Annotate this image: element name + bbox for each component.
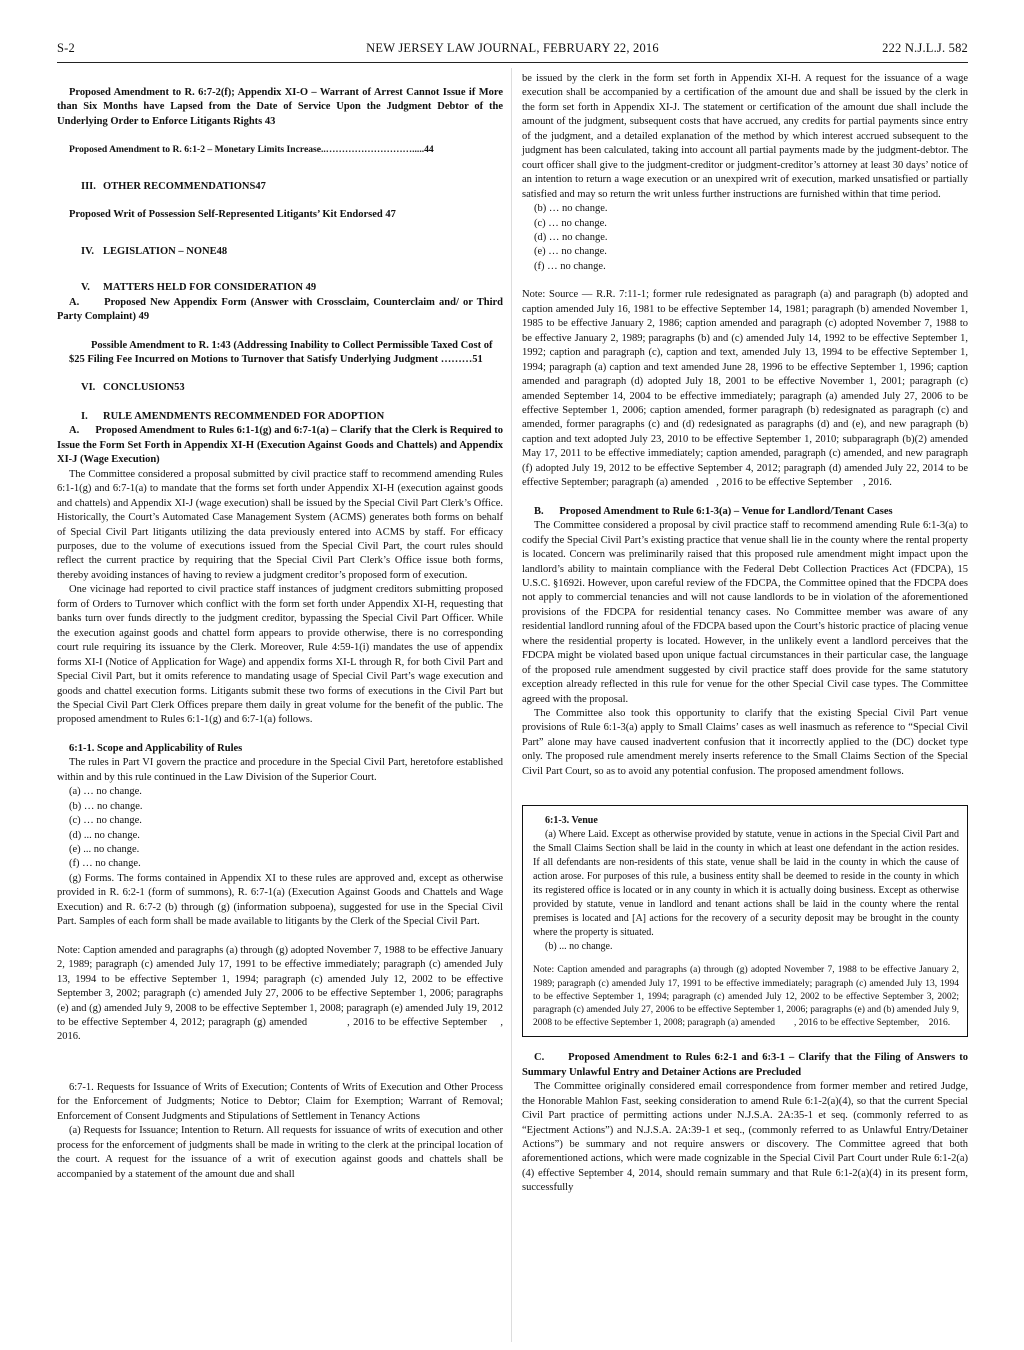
body-paragraph: The Committee considered a proposal submitted by civil practice staff to recommend amending Rules 6:1-1(g) and 6:7-1(a) to mandate that the forms set forth under Appendix XI-H (execution against goods and chattels) and Appendix XI-J (wage execution) shall be issued by the Special Civil Part Clerk’s Office. Historically, the Court’s Automated Case Management System (ACMS) generates both forms on behalf of Special Civil Part litigants utilizing the data previously entered into ACMS by staff. For efficacy purposes, due to the volume of executions issued from the Special Civil Part, the court rules should reflect the current practice by requiring that the Special Civil Part Clerk’s Office issue both forms, thereby avoiding instances of having to review a judgment creditor’s proposed form of execution. [57,468,503,581]
journal-cite: 222 N.J.L.J. 582 [882,41,968,55]
page-number: S-2 [57,41,75,55]
body-paragraph: The Committee considered a proposal by civil practice staff to recommend amending Rule 6:1-3(a) to codify the Special Civil Part’s existing practice that venue shall lie in the county where the rental property is located. Concern was preliminarily raised that this proposed rule amendment might impact upon the landlord’s ability to maintain compliance with the Federal Debt Collection Practices Act (FDCPA), 15 U.S.C. §1692i. However, upon careful review of the FDCPA, the Committee opined that the FDCPA does not apply to commercial tenancies and will not cause landlords to be in violation of the aforementioned provisions of the FDCPA for residential tenancy cases. No Committee member was aware of any residential landlord running afoul of the FDCPA based upon the Court’s historic practice of placing venue where the residential property is located. However, in the unlikely event a landlord perceives that the FDCPA might be violated based upon unique factual circumstances in their particular case, the language of the proposed rule amendment suggested by civil practice staff does provide for the same statutory exception already reflected in this rule for venue for the other Special Civil case types. The Committee agreed with the proposal. [522,520,968,705]
list-item: (f) … no change. [534,260,606,272]
rule-note: Note: Caption amended and paragraphs (a) through (g) adopted November 7, 1988 to be effective January 2, 1989; paragraph (c) amended July 17, 1991 to be effective immediately; paragraph (c) amended July 13, 1994 to be effective September 1, 1994; paragraph (c) amended July 12, 2002 to be effective September 3, 2002; paragraph (c) amended July 27, 2006 to be effective September 1, 2006; paragraphs (e) and (b) amended July 9, 2008 to be effective September 1, 2008; paragraph (a) amended , 2016 to be effective September, 2016. [533,965,962,1029]
body-paragraph: One vicinage had reported to civil practice staff instances of judgment creditors submitting proposed form of Orders to Turnover which conflict with the form set forth under Appendix XI-H, requesting that banks turn over funds directly to the judgment creditor, bypassing the Special Civil Part Officer. While the execution against goods and chattel form appears to provide otherwise, there is no corresponding court rule requiring its issuance by the Clerk. Moreover, Rule 4:59-1(i) mandates the use of appendix forms XI-I (Notice of Application for Wage) and appendix forms XI-L through R, for both Civil Part and Special Civil Part, but it omits reference to mandating usage of Special Civil Part’s wage execution and goods and chattel execution forms. Litigants submit these two forms of executions in the Civil Part but the Special Civil Part Clerk Offices prepare them daily in great volume for the benefit of the public. The proposed amendment to Rules 6:1-1(g) and 6:7-1(a) follows. [57,584,503,726]
body-paragraph: The Committee originally considered email correspondence from former member and retired Judge, the Honorable Mahlon Fast, seeking consideration to amend Rule 6:1-2(a)(4), so that the current Special Civil Part practice of permitting actions under N.J.S.A. 2A:35-1 et seq. (commonly referred to as “Ejectment Actions”) and N.J.S.A. 2A:39-1 et seq., (commonly referred to as Unlawful Entry/Detainer Actions”) be summary and not require answers or discovery. The Committee agreed that both aforementioned actions, which were made cognizable in the Special Civil Part Court under Rule 6:1-2(a)(4) effective September 4, 2014, should remain summary and that Rule 6:1-2(a)(4) in its present form, successfully [522,1081,968,1194]
rule-note: Note: Source — R.R. 7:11-1; former rule redesignated as paragraph (a) and paragraph (b) adopted and caption amended July 16, 1981 to be effective September 14, 1981; paragraph (b) amended November 1, 1985 to be effective January 2, 1986; caption amended and paragraph (c) adopted November 7, 1988 to be effective January 2, 1989; paragraphs (b) and (c) amended July 14, 1992 to be effective September 1, 1992; caption and paragraph (c), caption and text, amended July 13, 1994 to be effective September 1, 1994; paragraph (a) caption and text amended June 28, 1996 to be effective September 1, 1996; caption amended and paragraph (d) adopted July 18, 2001 to be effective November 1, 2001; paragraph (c) amended September 14, 2004 to be effective immediately; paragraph (a) amended July 27, 2006 to be effective September 1, 2006; caption amended, former paragraph (b) redesignated as paragraph (c) and amended, former paragraphs (c) and (d) redesignated as paragraphs (d) and (e), and new paragraph (b) caption and text adopted July 23, 2010 to be effective September 1, 2010; subparagraph (b)(2) amended May 17, 2011 to be effective immediately; caption amended, paragraph (c) amended, and new paragraph (f) adopted July 19, 2012 to be effective September 4, 2012; paragraph (d) amended July 22, 2014 to be effective September; paragraph (a) amended , 2016 to be effective September , 2016. [522,289,971,489]
list-item: (f) … no change. [69,858,141,870]
section-heading: A. Proposed Amendment to Rules 6:1-1(g) and 6:7-1(a) – Clarify that the Clerk is Required to Issue the Form Set Forth in Appendix XI-H (Execution Against Goods and Chattels) and Appendix XI-J (Wage Execution) [57,425,506,466]
list-item: (d) … no change. [534,231,608,243]
page-header [57,41,968,61]
body-paragraph: The rules in Part VI govern the practice and procedure in the Special Civil Part, heretofore established within and by this rule continued in the Law Division of the Superior Court. [57,757,503,783]
list-item: (b) ... no change. [545,941,613,953]
column-divider [511,68,512,1342]
list-item: (e) ... no change. [69,844,140,856]
list-item: (c) … no change. [534,217,607,229]
toc-entry: III. OTHER RECOMMENDATIONS47 [81,180,266,192]
rule-title: 6:1-1. Scope and Applicability of Rules [69,742,243,754]
list-item: (a) … no change. [69,786,142,798]
left-column [57,72,506,1342]
toc-entry: IV. LEGISLATION – NONE48 [81,245,228,257]
list-item: (d) ... no change. [69,829,140,841]
list-item: (e) … no change. [534,246,607,258]
journal-title: NEW JERSEY LAW JOURNAL, FEBRUARY 22, 2016 [366,41,659,55]
toc-entry: Possible Amendment to R. 1:43 (Addressing Inability to Collect Permissible Taxed Cost of [91,339,493,351]
toc-entry: V. MATTERS HELD FOR CONSIDERATION 49 [81,282,317,294]
toc-entry: Proposed Writ of Possession Self-Represented Litigants’ Kit Endorsed 47 [69,209,396,221]
rule-note: Note: Caption amended and paragraphs (a) through (g) adopted November 7, 1988 to be effective January 2, 1989; paragraph (c) amended July 17, 1991 to be effective immediately; paragraph (c) amended July 13, 1994 to be effective September 1, 1994; paragraph (c) amended July 12, 2002 to be effective September 3, 2002; paragraph (c) amended July 27, 2006 to be effective September 1, 2006; paragraphs (e) and (g) amended July 9, 2008 to be effective September 1, 2008; paragraph (e) amended July 19, 2012 to be effective September 4, 2012; paragraph (g) amended , 2016 to be effective September , 2016. [57,944,506,1043]
list-item: (b) … no change. [534,203,608,215]
right-column [522,72,971,1342]
list-item: (b) … no change. [69,800,143,812]
list-item: (c) … no change. [69,815,142,827]
body-paragraph: The Committee also took this opportunity to clarify that the existing Special Civil Part venue provisions of Rule 6:1-3(a) apply to Small Claims’ cases as well inasmuch as reference to “Special Civil Part” alone may have caused inadvertent confusion that it incorrectly applied to the (DC) docket type only. The proposed rule amendment merely inserts reference to the Small Claims Section of the Special Civil Part Court, so as to avoid any potential confusion. The proposed amendment follows. [522,708,968,777]
rule-title: 6:7-1. Requests for Issuance of Writs of Execution; Contents of Writs of Execution and Other Process for the Enforcement of Judgments; Notice to Debtor; Claim for Exemption; Warrant of Removal; Enforcement of Consent Judgments and Stipulations of Settlement in Tenancy Actions [57,1081,503,1122]
toc-entry: Proposed Amendment to R. 6:7-2(f); Appendix XI-O – Warrant of Arrest Cannot Issue if More than Six Months have Lapsed from the Date of Service Upon the Judgment Debtor of the Underlying Order to Enforce Litigants Rights 43 [57,87,503,127]
section-heading: B. Proposed Amendment to Rule 6:1-3(a) – Venue for Landlord/Tenant Cases [534,505,893,517]
body-paragraph: (g) Forms. The forms contained in Appendix XI to these rules are approved and, except as otherwise provided in R. 6:2-1 (form of summons), R. 6:7-1(a) (Execution Against Goods and Chattels and Wage Execution) and R. 6:7-2 (b) through (g) (information subpoena), suggested for use in the Special Civil Part. Samples of each form shall be made available to litigants by the Clerk of the Special Civil Part. [57,872,503,928]
section-heading: C. Proposed Amendment to Rules 6:2-1 and 6:3-1 – Clarify that the Filing of Answers to Summary Unlawful Entry and Detainer Actions are Precluded [522,1052,971,1078]
rule-box [522,805,968,1037]
toc-entry: VI. CONCLUSION53 [81,382,185,394]
toc-entry: Proposed Amendment to R. 6:1-2 – Monetary Limits Increase..……………………….....44 [69,144,434,156]
body-paragraph: be issued by the clerk in the form set forth in Appendix XI-H. A request for the issuance of a wage execution shall be accompanied by a certification of the amount due and shall be issued by the clerk in the form set forth in Appendix XI-J. The statement or certification of the amount due shall include the amount of the judgment, subsequent costs that have accrued, any credits for partial payments since entry of the judgment, and a detailed explanation of the method by which interest accrued subsequent to the judgment has been calculated, taking into account all partial payments made by the judgment-debtor. The court officer shall give to the judgment-creditor or judgment-creditor’s attorney at least 30 days’ notice of an intention to return a wage execution or an unexpired writ of execution, marked unsatisfied or partially satisfied and may so return the writ unless further instructions are furnished within that time period. [522,73,968,200]
body-paragraph: (a) Where Laid. Except as otherwise provided by statute, venue in actions in the Special Civil Part and the Small Claims Section shall be laid in the county in which at least one defendant in the action resides. If all defendants are non-residents of this state, venue shall be laid in the county in which the cause of action arose. For purposes of this rule, a business entity shall be deemed to reside in the county in which its registered office is located or in any county in which it is actually doing business. Except as otherwise provided by statute, venue in landlord and tenant actions shall be laid in the county where the rental premises is located and [A] actions for the recovery of a security deposit may be brought in the county where the property is situated. [533,829,959,939]
header-rule [57,62,968,63]
section-heading: I. RULE AMENDMENTS RECOMMENDED FOR ADOPTION [81,410,385,422]
toc-entry: $25 Filing Fee Incurred on Motions to Turnover that Satisfy Underlying Judgment ………51 [69,353,483,365]
body-paragraph: (a) Requests for Issuance; Intention to Return. All requests for issuance of writs of execution and other process for the enforcement of judgments shall be made in writing to the clerk at the principal location of the court. A request for the issuance of a writ of execution against goods and chattels shall be accompanied by a statement of the amount due and shall [57,1125,503,1180]
rule-title: 6:1-3. Venue [545,815,598,827]
toc-entry: A. Proposed New Appendix Form (Answer with Crossclaim, Counterclaim and/ or Third Party Complaint) 49 [57,296,506,323]
